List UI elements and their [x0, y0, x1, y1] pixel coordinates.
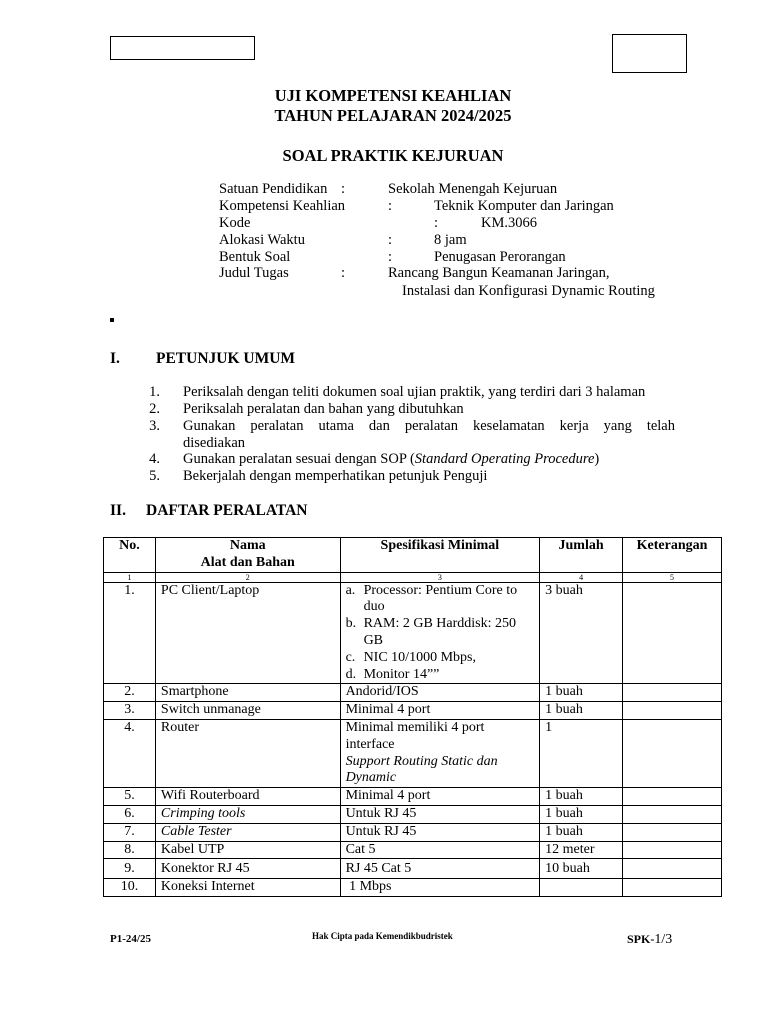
cell-jumlah: 3 buah [540, 582, 623, 684]
section-title: DAFTAR PERALATAN [146, 502, 308, 519]
table-row [104, 879, 722, 897]
cell-spesifikasi: Minimal 4 port [340, 788, 540, 806]
cell-spesifikasi: Untuk RJ 45 [340, 805, 540, 823]
column-index-row [104, 572, 722, 582]
cell-jumlah: 1 buah [540, 805, 623, 823]
footer-doc-code: P1-24/25 [110, 933, 151, 945]
cell-keterangan [623, 841, 722, 859]
cell-no: 7. [104, 823, 156, 841]
cell-spesifikasi: Minimal memiliki 4 port interface Support Routing Static dan Dynamic [340, 719, 540, 787]
cell-jumlah: 1 buah [540, 788, 623, 806]
table-header-row [104, 538, 722, 573]
footer-copyright: Hak Cipta pada Kemendikbudristek [312, 931, 453, 941]
cell-jumlah: 1 [540, 719, 623, 787]
cell-no: 2. [104, 684, 156, 702]
table-row [104, 702, 722, 720]
cell-nama: Crimping tools [155, 805, 340, 823]
cell-jumlah: 1 buah [540, 702, 623, 720]
cell-keterangan [623, 788, 722, 806]
cell-keterangan [623, 684, 722, 702]
cell-nama: Wifi Routerboard [155, 788, 340, 806]
info-label: Kompetensi Keahlian [219, 198, 346, 214]
list-item-number: 3. [149, 418, 160, 434]
info-label: Kode [219, 215, 251, 231]
table-row [104, 841, 722, 859]
cell-nama: Kabel UTP [155, 841, 340, 859]
table-row [104, 859, 722, 879]
section-number: I. [110, 350, 120, 367]
bullet-mark [110, 318, 114, 322]
list-item: Bekerjalah dengan memperhatikan petunjuk Penguji [183, 468, 488, 484]
info-value: KM.3066 [481, 215, 537, 231]
cell-keterangan [623, 879, 722, 897]
info-colon: : [388, 232, 393, 248]
equipment-table [103, 537, 722, 897]
column-index: 2 [155, 572, 340, 582]
info-colon: : [388, 249, 393, 265]
table-row [104, 684, 722, 702]
spec-item: a. Processor: Pentium Core to duo [345, 582, 518, 615]
cell-keterangan [623, 823, 722, 841]
info-colon: : [434, 215, 439, 231]
list-item: Periksalah dengan teliti dokumen soal ujian praktik, yang terdiri dari 3 halaman [183, 384, 646, 400]
italic-term: Standard Operating Procedure [414, 451, 595, 467]
cell-nama: Konektor RJ 45 [155, 859, 340, 879]
exam-subtitle: SOAL PRAKTIK KEJURUAN [282, 146, 504, 165]
list-item: Gunakan peralatan utama dan peralatan keselamatan kerja yang telah [183, 418, 675, 434]
cell-spesifikasi: Minimal 4 port [340, 702, 540, 720]
table-row [104, 582, 722, 684]
header-spesifikasi: Spesifikasi Minimal [340, 538, 540, 573]
spec-item: c. NIC 10/1000 Mbps, [345, 649, 476, 665]
header-keterangan: Keterangan [623, 538, 722, 573]
column-index: 3 [340, 572, 540, 582]
cell-spesifikasi: RJ 45 Cat 5 [340, 859, 540, 879]
cell-spesifikasi: Andorid/IOS [340, 684, 540, 702]
page-number: 1/3 [654, 932, 673, 947]
cell-spesifikasi: Untuk RJ 45 [340, 823, 540, 841]
table-row [104, 788, 722, 806]
info-value: 8 jam [434, 232, 467, 248]
info-label: Judul Tugas [219, 265, 289, 281]
cell-nama: Smartphone [155, 684, 340, 702]
cell-spesifikasi: Cat 5 [340, 841, 540, 859]
cell-no: 5. [104, 788, 156, 806]
info-colon: : [341, 265, 346, 281]
header-jumlah: Jumlah [540, 538, 623, 573]
cell-keterangan [623, 719, 722, 787]
cell-no: 10. [104, 879, 156, 897]
cell-no: 3. [104, 702, 156, 720]
cell-no: 8. [104, 841, 156, 859]
info-label: Bentuk Soal [219, 249, 291, 265]
info-value: Teknik Komputer dan Jaringan [434, 198, 614, 214]
list-item: Gunakan peralatan sesuai dengan SOP (Standard Operating Procedure) [183, 451, 600, 467]
list-item-number: 4. [149, 451, 160, 467]
info-value: Penugasan Perorangan [434, 249, 566, 265]
cell-no: 1. [104, 582, 156, 684]
cell-nama: Cable Tester [155, 823, 340, 841]
cell-spesifikasi: 1 Mbps [340, 879, 540, 897]
info-label: Alokasi Waktu [219, 232, 305, 248]
cell-nama: Switch unmanage [155, 702, 340, 720]
footer-page: SPK-1/3 [627, 932, 673, 947]
cell-jumlah: 10 buah [540, 859, 623, 879]
spec-item: d. Monitor 14”” [345, 666, 440, 682]
table-row [104, 805, 722, 823]
info-label: Satuan Pendidikan [219, 181, 328, 197]
cell-no: 9. [104, 859, 156, 879]
list-item: Periksalah peralatan dan bahan yang dibutuhkan [183, 401, 464, 417]
section-title: PETUNJUK UMUM [156, 350, 296, 367]
cell-nama: Koneksi Internet [155, 879, 340, 897]
list-item-number: 1. [149, 384, 160, 400]
blank-box-right [612, 34, 687, 73]
column-index: 5 [623, 572, 722, 582]
info-value: Rancang Bangun Keamanan Jaringan, [388, 265, 610, 281]
table-row [104, 719, 722, 787]
cell-keterangan [623, 582, 722, 684]
cell-jumlah [540, 879, 623, 897]
info-value: Sekolah Menengah Kejuruan [388, 181, 558, 197]
column-index: 1 [104, 572, 156, 582]
cell-keterangan [623, 859, 722, 879]
header-nama: Nama Alat dan Bahan [155, 538, 340, 573]
section-number: II. [110, 502, 126, 519]
cell-keterangan [623, 702, 722, 720]
info-colon: : [341, 181, 346, 197]
info-value-continued: Instalasi dan Konfigurasi Dynamic Routing [402, 283, 655, 299]
list-item-number: 5. [149, 468, 160, 484]
cell-spesifikasi [340, 582, 540, 684]
cell-jumlah: 12 meter [540, 841, 623, 859]
list-item-number: 2. [149, 401, 160, 417]
academic-year: TAHUN PELAJARAN 2024/2025 [274, 106, 512, 125]
column-index: 4 [540, 572, 623, 582]
spec-item: b. RAM: 2 GB Harddisk: 250 GB [345, 616, 517, 648]
exam-title: UJI KOMPETENSI KEAHLIAN [274, 86, 512, 105]
header-no: No. [104, 538, 156, 573]
blank-box-left [110, 36, 255, 60]
cell-nama: Router [155, 719, 340, 787]
cell-no: 4. [104, 719, 156, 787]
cell-jumlah: 1 buah [540, 823, 623, 841]
cell-no: 6. [104, 805, 156, 823]
cell-jumlah: 1 buah [540, 684, 623, 702]
info-colon: : [388, 198, 393, 214]
cell-nama: PC Client/Laptop [155, 582, 340, 684]
table-row [104, 823, 722, 841]
list-item-continued: disediakan [183, 435, 246, 451]
cell-keterangan [623, 805, 722, 823]
